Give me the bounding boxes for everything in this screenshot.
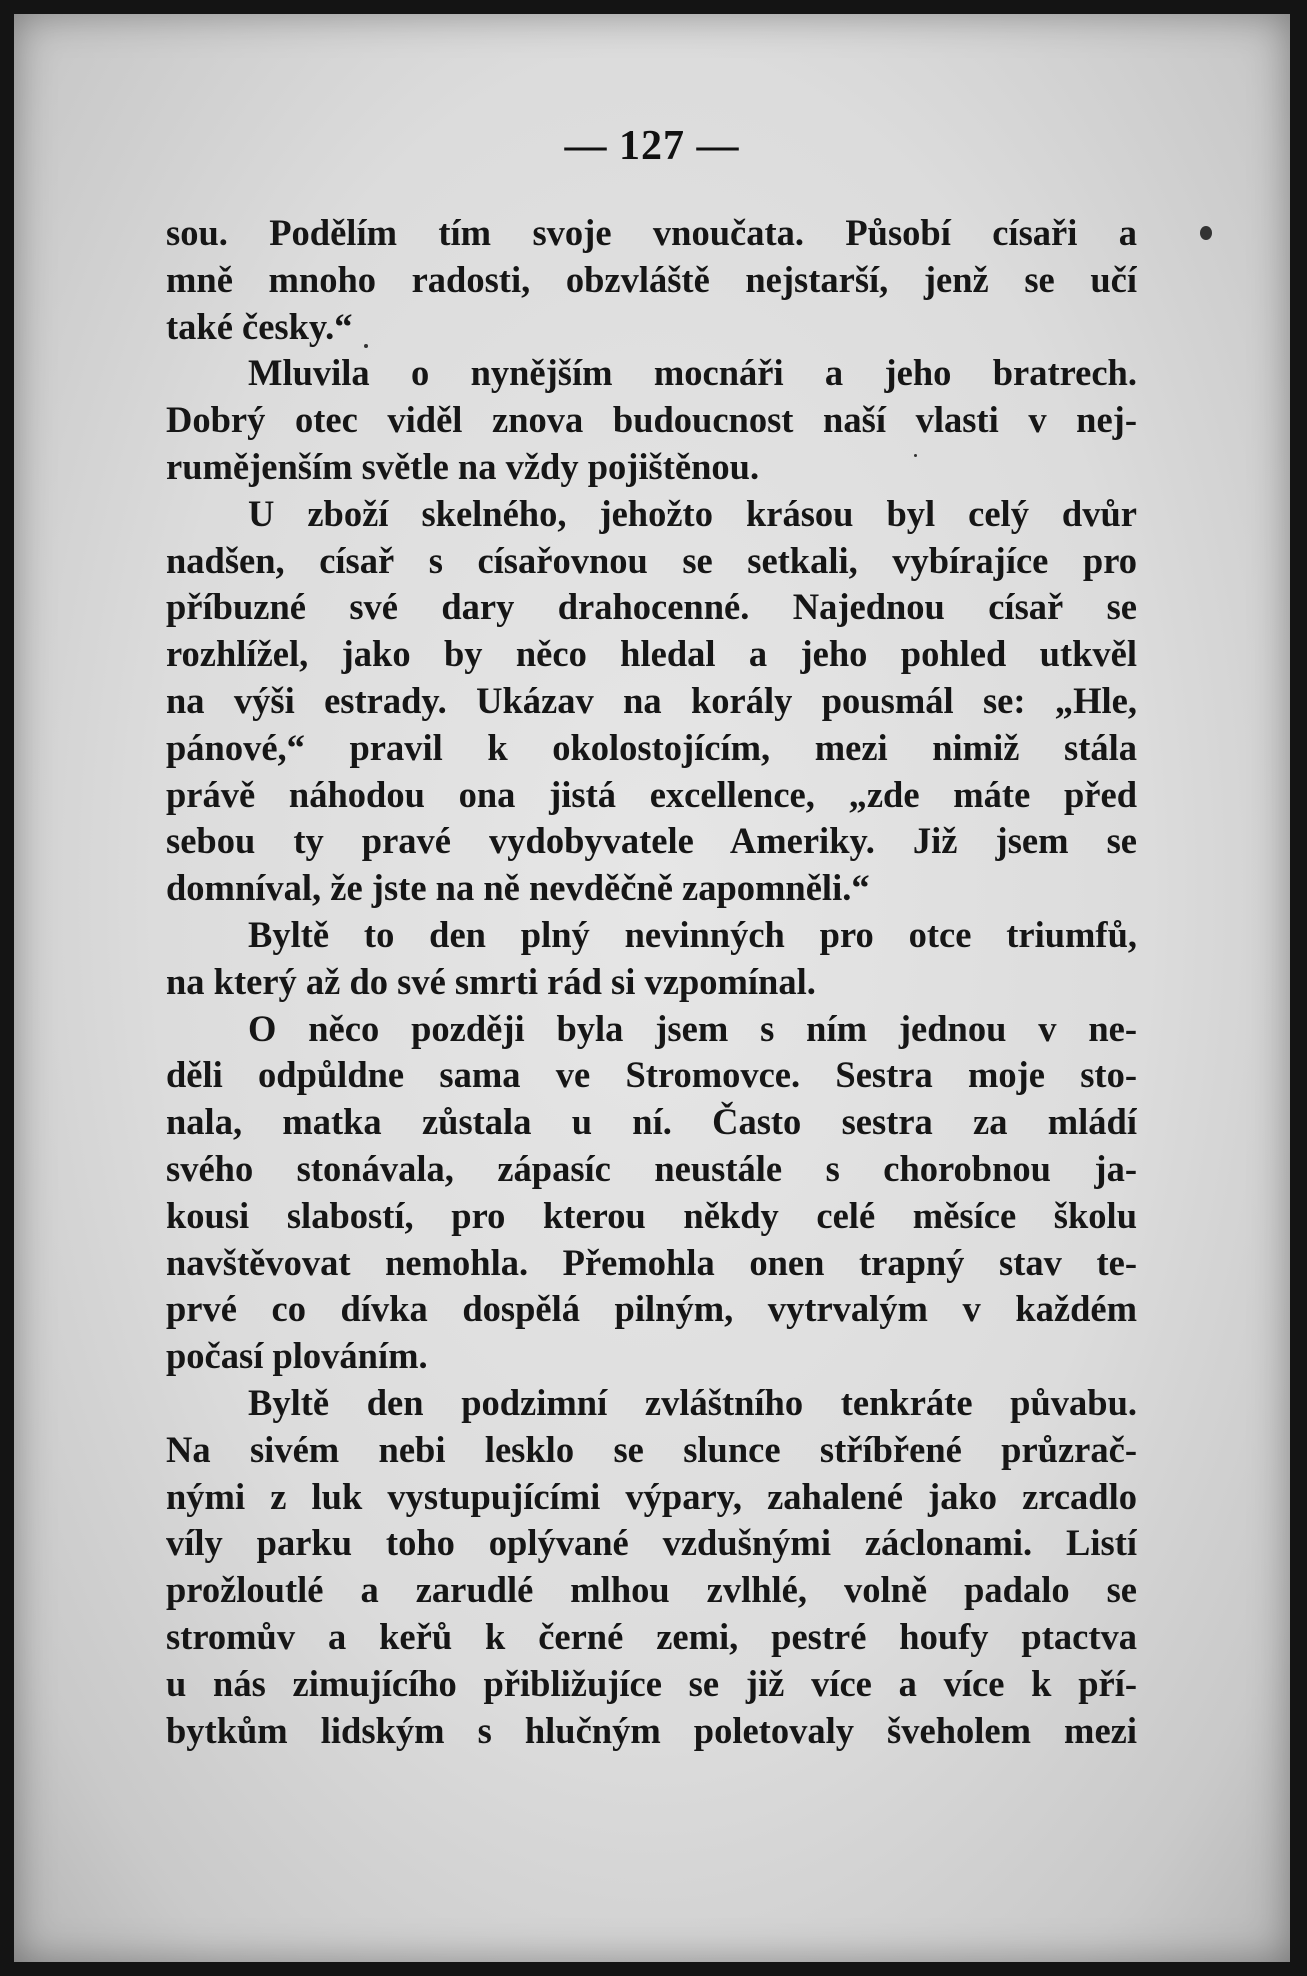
text-line: Mluvila o nynějším mocnáři a jeho bratrech. [248,352,1137,394]
text-line: prožloutlé a zarudlé mlhou zvlhlé, volně padalo se [166,1569,1137,1611]
text-line: prvé co dívka dospělá pilným, vytrvalým v každém [166,1288,1137,1330]
text-line: Byltě to den plný nevinných pro otce triumfů, [248,913,1137,955]
page-number: — 127 — [564,123,740,169]
text-line: Dobrý otec viděl znova budoucnost naší vlasti v nej- [166,399,1137,441]
text-line: na který až do své smrti rád si vzpomínal. [166,960,816,1002]
text-line: Byltě den podzimní zvláštního tenkráte půvabu. [248,1381,1137,1423]
text-line: kousi slabostí, pro kterou někdy celé měsíce školu [166,1194,1137,1236]
text-line: u nás zimujícího přibližujíce se již více a více k pří- [166,1662,1137,1704]
text-line: pánové,“ pravil k okolostojícím, mezi nimiž stála [166,726,1137,768]
text-line: mně mnoho radosti, obzvláště nejstarší, jenž se učí [166,258,1137,300]
text-line: Na sivém nebi lesklo se slunce stříbřené průzrač- [166,1428,1137,1470]
text-line: také česky.“ [166,305,353,347]
text-line: bytkům lidským s hlučným poletovaly šveholem mezi [166,1709,1137,1751]
print-speck [364,344,368,348]
print-speck [1200,226,1212,240]
text-line: na výši estrady. Ukázav na korály pousmál se: „Hle, [166,679,1137,721]
print-speck [914,454,917,457]
body-text [166,210,1137,1754]
text-line: svého stonávala, zápasíc neustále s chorobnou ja- [166,1147,1137,1189]
text-line: rumějenším světle na vždy pojištěnou. [166,445,760,487]
text-line: stromův a keřů k černé zemi, pestré houfy ptactva [166,1615,1137,1657]
text-line: právě náhodou ona jistá excellence, „zde máte před [166,773,1137,815]
text-line: děli odpůldne sama ve Stromovce. Sestra moje sto- [166,1054,1137,1096]
book-page [14,14,1290,1962]
text-line: nadšen, císař s císařovnou se setkali, vybírajíce pro [166,539,1137,581]
text-line: příbuzné své dary drahocenné. Najednou císař se [166,586,1137,628]
text-line: nala, matka zůstala u ní. Často sestra za mládí [166,1101,1137,1143]
text-line: sou. Podělím tím svoje vnoučata. Působí císaři a [166,212,1137,253]
text-line: víly parku toho oplývané vzdušnými záclonami. Listí [166,1522,1137,1564]
text-line: navštěvovat nemohla. Přemohla onen trapný stav te- [166,1241,1137,1283]
text-line: O něco později byla jsem s ním jednou v ne- [248,1007,1137,1049]
text-line: počasí plováním. [166,1335,428,1377]
text-line: domníval, že jste na ně nevděčně zapomněli.“ [166,867,870,909]
text-line: U zboží skelného, jehožto krásou byl celý dvůr [248,492,1137,534]
text-line: nými z luk vystupujícími výpary, zahalené jako zrcadlo [166,1475,1137,1517]
text-line: sebou ty pravé vydobyvatele Ameriky. Již jsem se [166,820,1137,862]
text-line: rozhlížel, jako by něco hledal a jeho pohled utkvěl [166,633,1137,675]
